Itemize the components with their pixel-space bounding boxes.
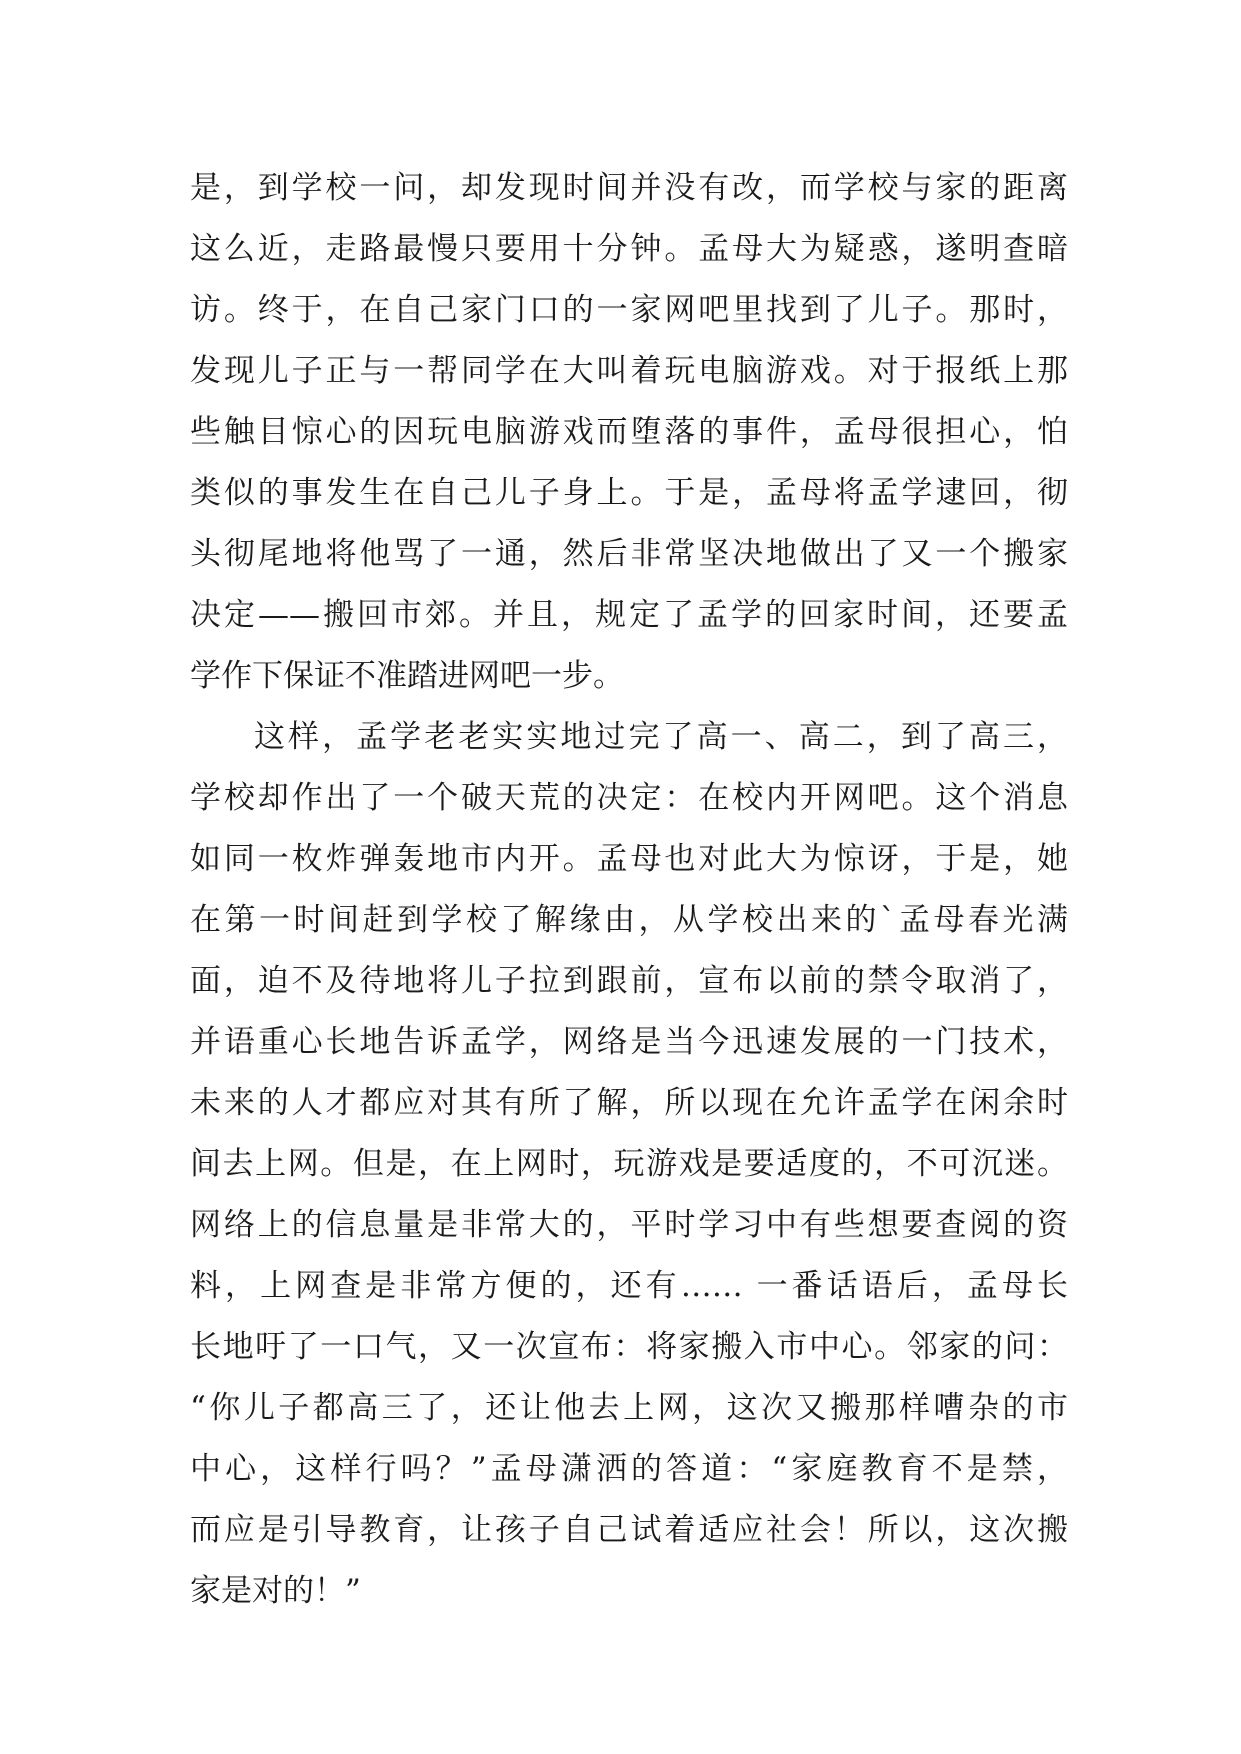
text-line: 是，到学校一问，却发现时间并没有改，而学校与家的距离 xyxy=(190,170,1068,206)
text-line: 面，迫不及待地将儿子拉到跟前，宣布以前的禁令取消了， xyxy=(190,963,1068,999)
text-line: 头彻尾地将他骂了一通，然后非常坚决地做出了又一个搬家 xyxy=(190,536,1068,572)
text-line: 如同一枚炸弹轰地市内开。孟母也对此大为惊讶，于是，她 xyxy=(190,841,1068,877)
text-line: 家是对的！” xyxy=(190,1573,361,1609)
text-line: 些触目惊心的因玩电脑游戏而堕落的事件，孟母很担心，怕 xyxy=(190,414,1068,450)
text-line: 这么近，走路最慢只要用十分钟。孟母大为疑惑，遂明查暗 xyxy=(190,231,1068,267)
article-body xyxy=(190,158,1068,1622)
text-line: 学作下保证不准踏进网吧一步。 xyxy=(190,658,624,694)
text-line: 网络上的信息量是非常大的，平时学习中有些想要查阅的资 xyxy=(190,1207,1068,1243)
text-line: 访。终于，在自己家门口的一家网吧里找到了儿子。那时， xyxy=(190,292,1068,328)
text-line: 学校却作出了一个破天荒的决定：在校内开网吧。这个消息 xyxy=(190,780,1068,816)
text-line: 料，上网查是非常方便的，还有…… 一番话语后，孟母长 xyxy=(190,1268,1068,1304)
text-line: 未来的人才都应对其有所了解，所以现在允许孟学在闲余时 xyxy=(190,1085,1068,1121)
text-line: 这样，孟学老老实实地过完了高一、高二，到了高三， xyxy=(254,719,1068,755)
text-line: 而应是引导教育，让孩子自己试着适应社会！所以，这次搬 xyxy=(190,1512,1068,1548)
text-line: 中心，这样行吗？”孟母潇洒的答道：“家庭教育不是禁， xyxy=(190,1451,1068,1487)
text-line: 发现儿子正与一帮同学在大叫着玩电脑游戏。对于报纸上那 xyxy=(190,353,1068,389)
text-line: 并语重心长地告诉孟学，网络是当今迅速发展的一门技术， xyxy=(190,1024,1068,1060)
text-line: 长地吁了一口气，又一次宣布：将家搬入市中心。邻家的问： xyxy=(190,1329,1068,1365)
text-line: “你儿子都高三了，还让他去上网，这次又搬那样嘈杂的市 xyxy=(190,1390,1068,1426)
text-line: 间去上网。但是，在上网时，玩游戏是要适度的，不可沉迷。 xyxy=(190,1146,1068,1182)
text-line: 在第一时间赶到学校了解缘由，从学校出来的`孟母春光满 xyxy=(190,902,1068,938)
text-line: 决定——搬回市郊。并且，规定了孟学的回家时间，还要孟 xyxy=(190,597,1068,633)
text-line: 类似的事发生在自己儿子身上。于是，孟母将孟学逮回，彻 xyxy=(190,475,1068,511)
